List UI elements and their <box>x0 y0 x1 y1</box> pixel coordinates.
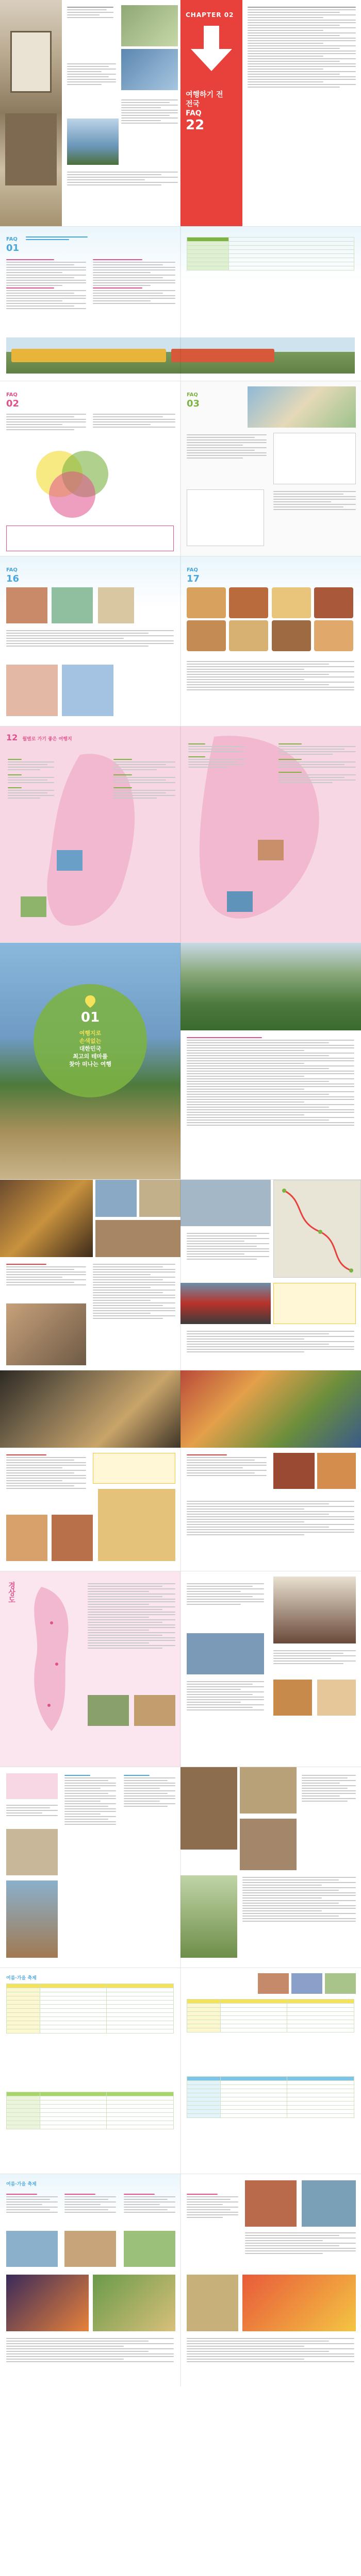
faq-number: 17 <box>187 573 200 584</box>
souvenir-photo-4 <box>6 665 58 716</box>
body-left <box>6 1453 86 1490</box>
chapter-title <box>186 90 223 132</box>
faq-answer <box>6 629 174 648</box>
rail-interior-photo <box>180 1180 271 1226</box>
pink-callout <box>6 1773 58 1799</box>
meat-photo <box>273 1453 315 1489</box>
feature-title-line-3: 대한민국 <box>79 1045 102 1052</box>
page-left <box>0 726 180 942</box>
spread-chapter-opener <box>0 0 361 227</box>
section-title: 월별로 가기 좋은 여행지 <box>22 737 72 742</box>
venn-diagram <box>21 443 124 520</box>
spread-faq-01 <box>0 227 361 381</box>
festival-photo-11 <box>187 2275 238 2331</box>
feature-title-line-1: 여행지로 <box>79 1030 102 1037</box>
food-photo <box>314 587 353 618</box>
spread-faq-16-17 <box>0 556 361 726</box>
feature-body-right <box>93 1262 175 1320</box>
faq-number: 01 <box>6 243 20 253</box>
souvenir-photo-3 <box>98 587 134 623</box>
feature-body-left <box>6 1262 86 1287</box>
station-photo-1 <box>95 1180 137 1217</box>
red-train-photo <box>180 1283 271 1324</box>
festival-photo-5 <box>64 2231 116 2267</box>
festival-photo-3 <box>325 1973 356 1994</box>
temple-photo <box>6 1880 58 1958</box>
gutter <box>180 1180 181 1370</box>
souvenir-photo-1 <box>6 587 47 623</box>
faq-answer-col-1 <box>187 433 267 460</box>
feature-body <box>187 1036 354 1127</box>
bottom-section-title: 여름·가을 축제 <box>6 2182 37 2187</box>
gutter <box>180 556 181 726</box>
chapter-title-line-1: 여행하기 전 <box>186 91 223 99</box>
text-column-4 <box>67 170 178 187</box>
food-photo-1 <box>6 1515 47 1561</box>
page-right <box>180 1767 361 1968</box>
spread-mixed <box>0 1767 361 1968</box>
spread-train-museum <box>0 1180 361 1370</box>
steam-train-photo <box>0 1180 93 1257</box>
page-right <box>180 2174 361 2386</box>
faq-answer <box>187 659 354 692</box>
food-photo <box>229 587 268 618</box>
gutter <box>180 381 181 556</box>
festival-photo-2 <box>291 1973 322 1994</box>
text-column-2 <box>67 62 116 87</box>
festival-photo-4 <box>6 2231 58 2267</box>
faq-tag: FAQ <box>187 567 198 573</box>
info-box <box>273 1283 356 1324</box>
lake-photo <box>67 118 119 165</box>
feature-badge <box>34 984 147 1097</box>
col-2 <box>64 1773 116 1826</box>
region-body <box>88 1582 175 1650</box>
festival-table-3 <box>187 1999 354 2032</box>
col-e <box>187 2192 238 2219</box>
rail-map <box>273 1180 361 1278</box>
chapter-faq-number: 22 <box>186 117 205 133</box>
tea-plantation-photo <box>180 943 361 1030</box>
chapter-title-line-2: 전국 <box>186 100 200 108</box>
body-col-1 <box>187 1582 264 1606</box>
burger-photo <box>273 1680 312 1716</box>
col-1 <box>6 1803 58 1818</box>
train-interior-photo <box>0 0 62 226</box>
col-4 <box>302 1773 356 1803</box>
chapter-intro-list <box>248 5 356 89</box>
chapter-title-line-3: FAQ <box>186 109 202 117</box>
faq-heading <box>187 388 200 409</box>
festival-photo-7 <box>6 2275 89 2331</box>
page-left <box>0 1370 180 1571</box>
feature-title-line-5: 찾아 떠나는 여행 <box>69 1061 112 1067</box>
page-right <box>180 381 361 556</box>
festival-photo-9 <box>245 2180 297 2227</box>
food-photo <box>187 587 226 618</box>
faq-number: 02 <box>6 398 20 409</box>
body-col-2 <box>273 1649 356 1666</box>
festival-photo-6 <box>124 2231 175 2267</box>
chapter-label: CHAPTER 02 <box>186 11 234 19</box>
faq-answer-col-2 <box>93 258 175 306</box>
faq-number: 16 <box>6 573 20 584</box>
faq-answer-col-2 <box>93 412 175 429</box>
faq-heading <box>6 388 19 409</box>
food-photo <box>229 620 268 651</box>
gutter <box>180 0 181 226</box>
feature-title <box>34 1029 147 1068</box>
faq-tag: FAQ <box>187 392 198 398</box>
gutter <box>180 2174 181 2386</box>
festival-table-4 <box>187 2076 354 2118</box>
cafe-photo <box>240 1767 297 1814</box>
faq-answer-col-1 <box>6 412 86 432</box>
gutter <box>180 227 181 381</box>
gutter <box>180 726 181 942</box>
faq-tag: FAQ <box>6 236 18 242</box>
side-text <box>187 1231 269 1261</box>
souvenir-photo-2 <box>52 587 93 623</box>
faq-heading <box>6 233 19 253</box>
page-left <box>0 381 180 556</box>
gutter <box>180 1370 181 1571</box>
brochure-collage <box>248 386 356 428</box>
spread-market <box>0 1370 361 1571</box>
col-f <box>245 2231 356 2256</box>
region-tag: 경상도 <box>7 1582 15 1603</box>
body-right <box>187 1453 267 1478</box>
food-photo <box>272 620 311 651</box>
dish-photo <box>317 1453 356 1489</box>
figurines-photo <box>0 1370 180 1448</box>
page-right <box>180 1180 361 1370</box>
festival-photo-1 <box>258 1973 289 1994</box>
gutter <box>180 943 181 1179</box>
destination-photo-1 <box>57 850 83 871</box>
food-photo <box>187 620 226 651</box>
table-section-title: 여름·가을 축제 <box>6 1976 37 1981</box>
page-left <box>0 943 180 1179</box>
tip-box <box>93 1453 175 1484</box>
page-left <box>0 1571 180 1767</box>
station-photo-2 <box>139 1180 180 1217</box>
alley-photo <box>240 1819 297 1870</box>
col-3 <box>124 1773 175 1808</box>
bottom-text <box>187 1329 354 1354</box>
festival-photo-8 <box>93 2275 175 2331</box>
down-arrow-icon <box>188 26 235 72</box>
rail-route-diagram <box>274 1180 361 1278</box>
region-map <box>21 1582 83 1736</box>
faq-tag: FAQ <box>6 567 18 573</box>
faq-heading <box>6 564 19 584</box>
food-grid <box>187 587 354 651</box>
page-right <box>180 0 361 226</box>
page-right <box>180 1968 361 2174</box>
spread-faq-02-03 <box>0 381 361 556</box>
tip-box <box>6 526 174 551</box>
col-b <box>64 2192 116 2214</box>
passengers-photo <box>6 1303 86 1365</box>
website-screenshot <box>273 433 356 484</box>
chapter-banner <box>180 0 242 226</box>
market-stall-photo <box>180 1370 361 1448</box>
page-left <box>0 1968 180 2174</box>
gutter <box>180 1767 181 1968</box>
region-photo-2 <box>134 1695 175 1726</box>
destination-photo-3 <box>258 840 284 860</box>
spread-feature-01-opener <box>0 943 361 1180</box>
food-photo-2 <box>52 1515 93 1561</box>
faq-number: 03 <box>187 398 200 409</box>
faq-heading <box>187 564 200 584</box>
section-number: 12 <box>6 733 18 742</box>
col-a <box>6 2192 58 2214</box>
page-right <box>180 726 361 942</box>
page-left <box>0 1767 180 1968</box>
intro-text-column <box>67 5 113 20</box>
page-right <box>180 1370 361 1571</box>
scenery-photo-2 <box>121 49 178 90</box>
gutter <box>180 1968 181 2174</box>
faq-question <box>26 235 88 242</box>
page-left <box>0 2174 180 2386</box>
horse-sculpture-photo <box>273 1577 356 1643</box>
festival-photo-12 <box>242 2275 356 2331</box>
text-column-3 <box>121 98 178 125</box>
website-screenshot-2 <box>187 489 264 546</box>
col-d <box>6 2336 174 2364</box>
gutter <box>180 1571 181 1767</box>
spread-monthly-destinations <box>0 726 361 943</box>
page-left <box>0 0 180 226</box>
souvenir-photo-5 <box>62 665 113 716</box>
garden-photo <box>180 1875 237 1958</box>
building-photo <box>6 1829 58 1875</box>
festival-photo-10 <box>302 2180 356 2227</box>
body-right-2 <box>187 1499 354 1537</box>
destination-photo-2 <box>21 896 46 917</box>
month-list-right-2 <box>278 742 356 785</box>
month-list-right-1 <box>188 742 245 769</box>
tall-photo <box>180 1767 237 1850</box>
region-photo-1 <box>88 1695 129 1726</box>
festival-table-2 <box>6 2092 174 2129</box>
body-col-3 <box>187 1680 264 1712</box>
page-right <box>180 943 361 1179</box>
spread-region <box>0 1571 361 1767</box>
spread-summer-autumn <box>0 2174 361 2386</box>
festival-table-1 <box>6 1984 174 2033</box>
feature-title-line-4: 최고의 테마를 <box>73 1053 108 1060</box>
dessert-photo <box>317 1680 356 1716</box>
page-right <box>180 556 361 726</box>
spread-festival-tables <box>0 1968 361 2174</box>
faq-answer-col-2 <box>273 489 356 512</box>
section-heading <box>6 733 72 742</box>
col-g <box>187 2336 354 2364</box>
destination-photo-4 <box>227 891 253 912</box>
page-left <box>0 1180 180 1370</box>
col-c <box>124 2192 175 2214</box>
feature-title-line-2: 손색없는 <box>79 1038 102 1044</box>
month-list-left <box>8 757 54 800</box>
food-photo-3 <box>98 1489 175 1561</box>
faq-tag: FAQ <box>6 392 18 398</box>
scenery-photo-1 <box>121 5 178 46</box>
page-right <box>180 1571 361 1767</box>
location-pin-icon <box>85 995 95 1008</box>
street-photo <box>187 1633 264 1674</box>
col-5 <box>242 1875 356 1923</box>
feature-number: 01 <box>80 1010 100 1025</box>
info-table <box>187 237 354 270</box>
month-list-mid <box>113 757 175 800</box>
faq-answer-col-1 <box>6 258 86 311</box>
food-photo <box>314 620 353 651</box>
station-photo-3 <box>95 1220 180 1257</box>
page-left <box>0 556 180 726</box>
food-photo <box>272 587 311 618</box>
